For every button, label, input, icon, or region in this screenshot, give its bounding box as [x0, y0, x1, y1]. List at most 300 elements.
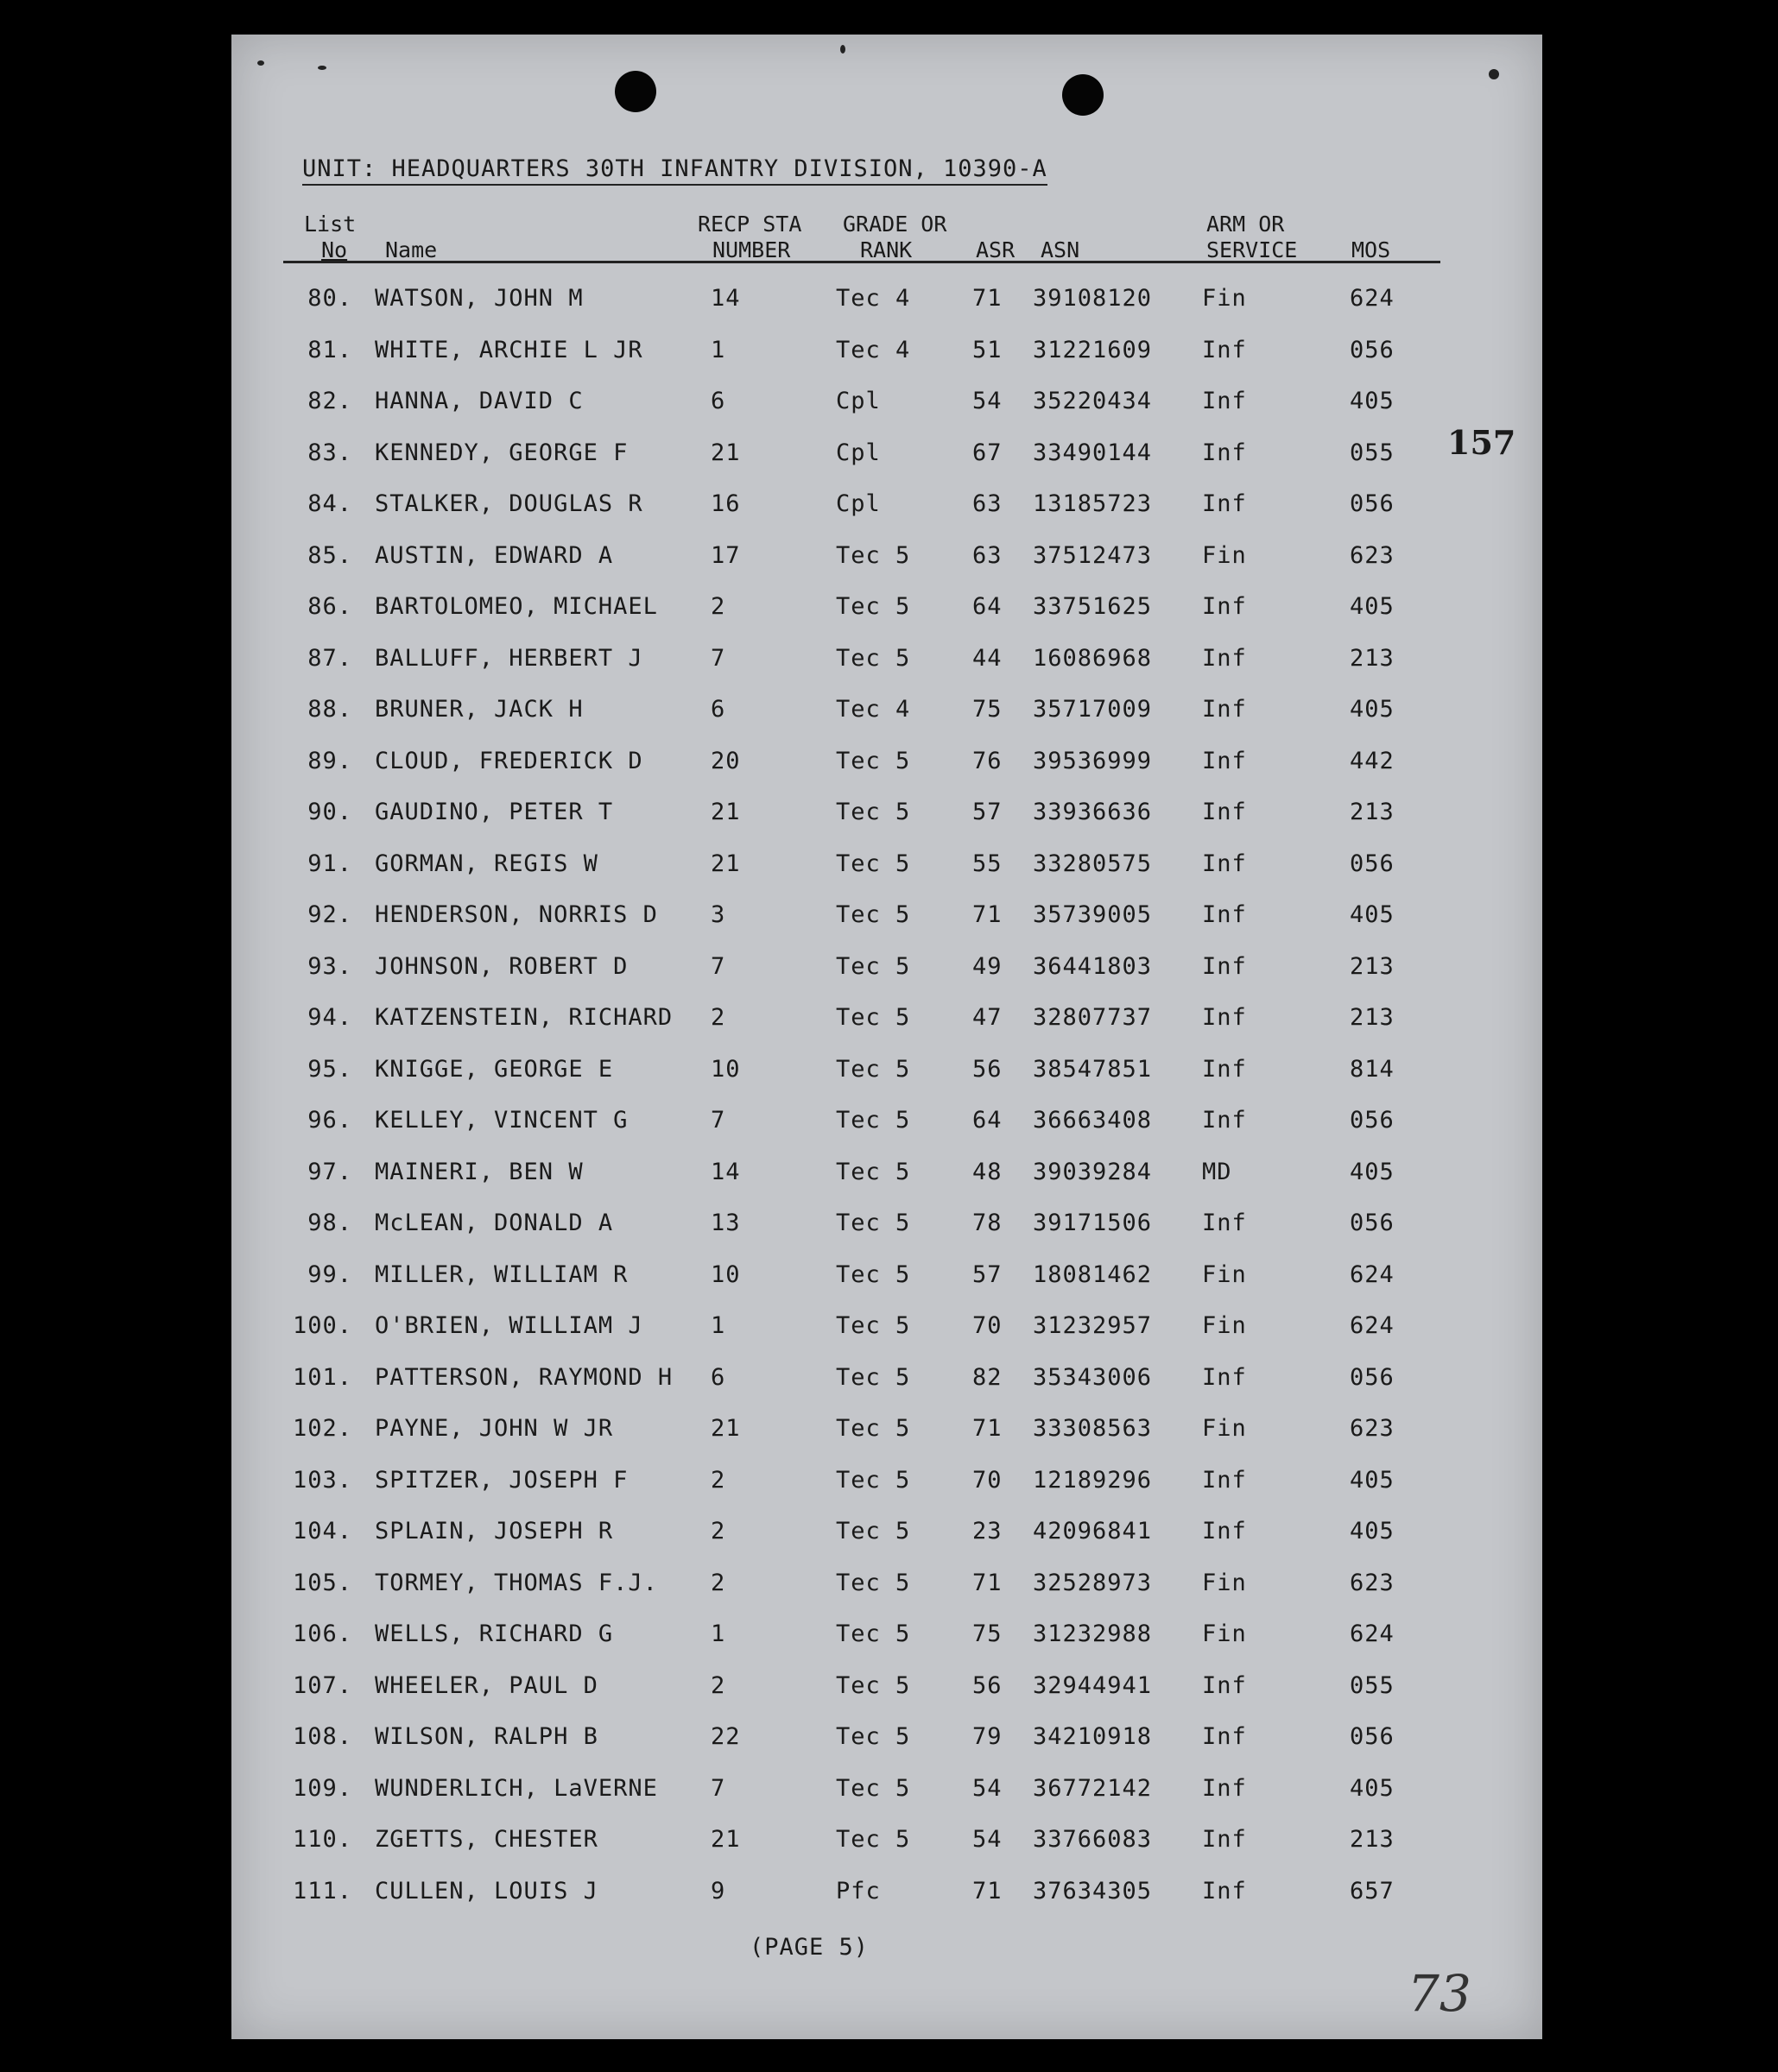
document-page	[231, 35, 1542, 2039]
row-asn: 35343006	[1033, 1363, 1153, 1391]
row-grade: Tec 5	[836, 1518, 911, 1545]
header-mos: MOS	[1351, 237, 1391, 262]
table-row	[231, 645, 1542, 697]
row-name: KENNEDY, GEORGE F	[375, 439, 629, 466]
row-grade: Tec 5	[836, 593, 911, 620]
row-asr: 47	[972, 1004, 1003, 1031]
row-name: JOHNSON, ROBERT D	[375, 952, 629, 980]
row-grade: Tec 5	[836, 1004, 911, 1031]
row-mos: 405	[1350, 1466, 1395, 1494]
row-recp-number: 6	[711, 696, 726, 723]
header-arm-bottom: SERVICE	[1206, 237, 1298, 262]
row-name: WILSON, RALPH B	[375, 1723, 598, 1750]
row-asn: 39171506	[1033, 1210, 1153, 1236]
row-number: 103.	[292, 1466, 352, 1494]
header-recp-bottom: NUMBER	[712, 237, 791, 262]
row-arm: Inf	[1202, 1518, 1247, 1545]
unit-title: UNIT: HEADQUARTERS 30TH INFANTRY DIVISION, 10390-A	[302, 155, 1047, 186]
row-asn: 36441803	[1033, 952, 1153, 980]
row-grade: Cpl	[836, 439, 881, 466]
row-number: 92.	[307, 901, 352, 928]
row-grade: Tec 4	[836, 336, 911, 363]
page-footer: (PAGE 5)	[750, 1934, 870, 1961]
table-row	[231, 1159, 1542, 1210]
row-arm: Inf	[1202, 1671, 1247, 1699]
row-asn: 13185723	[1033, 490, 1153, 517]
row-asn: 35739005	[1033, 901, 1153, 928]
row-asr: 54	[972, 1774, 1003, 1802]
row-recp-number: 2	[711, 593, 726, 620]
row-number: 107.	[292, 1671, 352, 1699]
row-arm: Inf	[1202, 799, 1247, 825]
row-arm: Inf	[1202, 388, 1247, 414]
row-asr: 64	[972, 1107, 1003, 1134]
row-asn: 18081462	[1033, 1260, 1153, 1288]
row-recp-number: 10	[711, 1055, 741, 1083]
row-asr: 64	[972, 593, 1003, 620]
table-row	[231, 337, 1542, 388]
row-name: BALLUFF, HERBERT J	[375, 644, 643, 672]
row-number: 98.	[307, 1210, 352, 1236]
row-mos: 213	[1350, 1004, 1395, 1031]
row-asn: 32944941	[1033, 1671, 1153, 1699]
table-row	[231, 1210, 1542, 1261]
row-asr: 71	[972, 285, 1003, 312]
header-name: Name	[385, 237, 438, 262]
row-recp-number: 1	[711, 336, 726, 363]
row-asr: 55	[972, 850, 1003, 877]
table-row	[231, 850, 1542, 902]
row-mos: 056	[1350, 850, 1395, 877]
row-grade: Tec 5	[836, 1260, 911, 1288]
row-arm: Fin	[1202, 1260, 1247, 1288]
row-asn: 36663408	[1033, 1107, 1153, 1134]
row-mos: 814	[1350, 1055, 1395, 1083]
row-recp-number: 6	[711, 1363, 726, 1391]
row-grade: Cpl	[836, 388, 881, 414]
row-name: KELLEY, VINCENT G	[375, 1107, 629, 1134]
row-arm: Fin	[1202, 1415, 1247, 1442]
row-mos: 657	[1350, 1877, 1395, 1905]
header-recp-top: RECP STA	[698, 212, 802, 237]
row-recp-number: 7	[711, 952, 726, 980]
row-grade: Tec 5	[836, 1055, 911, 1083]
row-number: 108.	[292, 1723, 352, 1750]
row-number: 109.	[292, 1774, 352, 1802]
table-row	[231, 1004, 1542, 1056]
row-arm: Inf	[1202, 336, 1247, 363]
row-mos: 056	[1350, 1723, 1395, 1750]
row-mos: 056	[1350, 1210, 1395, 1236]
row-mos: 405	[1350, 901, 1395, 928]
row-asn: 33280575	[1033, 850, 1153, 877]
row-number: 105.	[292, 1569, 352, 1596]
row-arm: Inf	[1202, 593, 1247, 620]
table-row	[231, 1878, 1542, 1930]
row-mos: 213	[1350, 952, 1395, 980]
row-grade: Tec 5	[836, 644, 911, 672]
row-arm: Inf	[1202, 1363, 1247, 1391]
row-number: 99.	[307, 1260, 352, 1288]
table-row	[231, 1312, 1542, 1364]
table-row	[231, 1723, 1542, 1775]
row-asn: 39536999	[1033, 747, 1153, 774]
row-recp-number: 9	[711, 1877, 726, 1905]
row-arm: Inf	[1202, 1107, 1247, 1134]
row-arm: Inf	[1202, 1466, 1247, 1494]
row-arm: Inf	[1202, 490, 1247, 517]
row-number: 102.	[292, 1415, 352, 1442]
row-asn: 37512473	[1033, 541, 1153, 569]
row-asn: 16086968	[1033, 644, 1153, 672]
row-asr: 70	[972, 1312, 1003, 1339]
row-asn: 37634305	[1033, 1877, 1153, 1905]
row-name: STALKER, DOUGLAS R	[375, 490, 643, 517]
row-name: KATZENSTEIN, RICHARD	[375, 1004, 674, 1031]
row-asr: 48	[972, 1158, 1003, 1185]
table-row	[231, 901, 1542, 953]
row-recp-number: 14	[711, 1158, 741, 1185]
row-number: 95.	[307, 1055, 352, 1083]
row-name: WHITE, ARCHIE L JR	[375, 336, 643, 363]
row-mos: 055	[1350, 439, 1395, 466]
row-arm: Inf	[1202, 1723, 1247, 1750]
row-asr: 71	[972, 1569, 1003, 1596]
row-arm: Inf	[1202, 747, 1247, 774]
row-number: 82.	[307, 388, 352, 414]
row-arm: Fin	[1202, 1569, 1247, 1596]
table-row	[231, 439, 1542, 491]
row-asr: 76	[972, 747, 1003, 774]
row-recp-number: 1	[711, 1620, 726, 1647]
row-mos: 624	[1350, 1312, 1395, 1339]
row-mos: 055	[1350, 1671, 1395, 1699]
row-asr: 51	[972, 336, 1003, 363]
row-name: CLOUD, FREDERICK D	[375, 747, 643, 774]
row-name: PATTERSON, RAYMOND H	[375, 1363, 674, 1391]
row-name: WUNDERLICH, LaVERNE	[375, 1774, 658, 1802]
row-asr: 57	[972, 1260, 1003, 1288]
row-asr: 44	[972, 644, 1003, 672]
table-row	[231, 1570, 1542, 1621]
row-grade: Tec 5	[836, 1363, 911, 1391]
row-mos: 405	[1350, 388, 1395, 414]
row-asr: 56	[972, 1055, 1003, 1083]
row-name: BRUNER, JACK H	[375, 696, 584, 723]
row-grade: Tec 5	[836, 1671, 911, 1699]
row-recp-number: 20	[711, 747, 741, 774]
handwritten-number: 73	[1408, 1964, 1471, 2023]
row-recp-number: 16	[711, 490, 741, 517]
row-asr: 54	[972, 1826, 1003, 1853]
row-arm: Inf	[1202, 850, 1247, 877]
row-arm: Inf	[1202, 901, 1247, 928]
row-number: 83.	[307, 439, 352, 466]
row-name: WHEELER, PAUL D	[375, 1671, 598, 1699]
row-asn: 32528973	[1033, 1569, 1153, 1596]
row-recp-number: 17	[711, 541, 741, 569]
row-grade: Tec 5	[836, 1158, 911, 1185]
row-name: AUSTIN, EDWARD A	[375, 541, 614, 569]
table-row	[231, 1467, 1542, 1519]
row-number: 81.	[307, 336, 352, 363]
row-asn: 31232957	[1033, 1312, 1153, 1339]
row-asn: 34210918	[1033, 1723, 1153, 1750]
row-recp-number: 1	[711, 1312, 726, 1339]
row-number: 110.	[292, 1826, 352, 1853]
row-number: 104.	[292, 1518, 352, 1545]
row-mos: 056	[1350, 490, 1395, 517]
row-number: 94.	[307, 1004, 352, 1031]
row-grade: Tec 5	[836, 541, 911, 569]
row-asn: 35220434	[1033, 388, 1153, 414]
row-grade: Tec 5	[836, 850, 911, 877]
row-arm: Inf	[1202, 644, 1247, 672]
row-arm: Fin	[1202, 1620, 1247, 1647]
row-mos: 213	[1350, 644, 1395, 672]
row-arm: Inf	[1202, 1877, 1247, 1905]
row-mos: 623	[1350, 1415, 1395, 1442]
row-number: 106.	[292, 1620, 352, 1647]
row-asr: 82	[972, 1363, 1003, 1391]
row-asr: 75	[972, 696, 1003, 723]
row-recp-number: 21	[711, 1826, 741, 1853]
row-grade: Tec 5	[836, 901, 911, 928]
header-arm-top: ARM OR	[1206, 212, 1285, 237]
row-mos: 624	[1350, 1620, 1395, 1647]
row-grade: Tec 5	[836, 1826, 911, 1853]
table-row	[231, 490, 1542, 542]
row-recp-number: 6	[711, 388, 726, 414]
row-arm: Fin	[1202, 541, 1247, 569]
row-name: HANNA, DAVID C	[375, 388, 584, 414]
row-asr: 23	[972, 1518, 1003, 1545]
row-arm: Fin	[1202, 285, 1247, 312]
row-mos: 442	[1350, 747, 1395, 774]
row-number: 90.	[307, 799, 352, 825]
table-row	[231, 1775, 1542, 1827]
row-mos: 405	[1350, 593, 1395, 620]
header-asn: ASN	[1041, 237, 1080, 262]
row-number: 88.	[307, 696, 352, 723]
row-asn: 32807737	[1033, 1004, 1153, 1031]
row-arm: Inf	[1202, 439, 1247, 466]
speck	[318, 66, 326, 70]
row-grade: Pfc	[836, 1877, 881, 1905]
table-row	[231, 1672, 1542, 1724]
row-recp-number: 13	[711, 1210, 741, 1236]
row-mos: 405	[1350, 1158, 1395, 1185]
row-mos: 623	[1350, 1569, 1395, 1596]
row-asr: 75	[972, 1620, 1003, 1647]
row-asn: 35717009	[1033, 696, 1153, 723]
row-name: BARTOLOMEO, MICHAEL	[375, 593, 658, 620]
table-row	[231, 1056, 1542, 1108]
row-grade: Tec 4	[836, 696, 911, 723]
row-asn: 31221609	[1033, 336, 1153, 363]
row-asn: 31232988	[1033, 1620, 1153, 1647]
row-asn: 33751625	[1033, 593, 1153, 620]
row-recp-number: 21	[711, 850, 741, 877]
row-grade: Tec 5	[836, 1210, 911, 1236]
table-row	[231, 696, 1542, 748]
punch-hole-right	[1062, 74, 1104, 116]
header-list-top: List	[304, 212, 357, 237]
row-asn: 33766083	[1033, 1826, 1153, 1853]
row-mos: 056	[1350, 1107, 1395, 1134]
row-recp-number: 2	[711, 1004, 726, 1031]
row-grade: Tec 5	[836, 1107, 911, 1134]
row-number: 84.	[307, 490, 352, 517]
row-recp-number: 7	[711, 1107, 726, 1134]
row-recp-number: 14	[711, 285, 741, 312]
row-arm: Inf	[1202, 1774, 1247, 1802]
row-asn: 33936636	[1033, 799, 1153, 825]
row-grade: Tec 5	[836, 1415, 911, 1442]
row-mos: 213	[1350, 1826, 1395, 1853]
row-number: 111.	[292, 1877, 352, 1905]
row-asr: 71	[972, 901, 1003, 928]
table-row	[231, 1107, 1542, 1159]
row-asr: 71	[972, 1877, 1003, 1905]
row-arm: MD	[1202, 1158, 1232, 1185]
row-number: 100.	[292, 1312, 352, 1339]
row-asn: 33308563	[1033, 1415, 1153, 1442]
row-asr: 63	[972, 541, 1003, 569]
row-mos: 056	[1350, 336, 1395, 363]
row-grade: Tec 5	[836, 747, 911, 774]
row-arm: Inf	[1202, 1004, 1247, 1031]
row-name: O'BRIEN, WILLIAM J	[375, 1312, 643, 1339]
speck	[257, 60, 264, 66]
row-recp-number: 21	[711, 799, 741, 825]
row-name: McLEAN, DONALD A	[375, 1210, 614, 1236]
row-grade: Tec 5	[836, 1312, 911, 1339]
row-asr: 56	[972, 1671, 1003, 1699]
row-name: TORMEY, THOMAS F.J.	[375, 1569, 658, 1596]
row-mos: 623	[1350, 541, 1395, 569]
row-number: 91.	[307, 850, 352, 877]
row-name: ZGETTS, CHESTER	[375, 1826, 598, 1853]
row-name: GAUDINO, PETER T	[375, 799, 614, 825]
table-row	[231, 953, 1542, 1005]
table-row	[231, 1364, 1542, 1416]
row-name: MAINERI, BEN W	[375, 1158, 584, 1185]
table-row	[231, 1415, 1542, 1467]
table-row	[231, 799, 1542, 850]
row-asr: 54	[972, 388, 1003, 414]
row-mos: 405	[1350, 1774, 1395, 1802]
row-asr: 71	[972, 1415, 1003, 1442]
table-row	[231, 1826, 1542, 1878]
header-grade-bottom: RANK	[860, 237, 913, 262]
row-asn: 39108120	[1033, 285, 1153, 312]
row-name: SPLAIN, JOSEPH R	[375, 1518, 614, 1545]
row-asn: 39039284	[1033, 1158, 1153, 1185]
row-asn: 12189296	[1033, 1466, 1153, 1494]
row-number: 93.	[307, 952, 352, 980]
row-arm: Inf	[1202, 696, 1247, 723]
row-recp-number: 2	[711, 1466, 726, 1494]
row-asr: 70	[972, 1466, 1003, 1494]
row-grade: Tec 5	[836, 1723, 911, 1750]
table-row	[231, 1518, 1542, 1570]
row-name: MILLER, WILLIAM R	[375, 1260, 629, 1288]
row-recp-number: 10	[711, 1260, 741, 1288]
row-mos: 213	[1350, 799, 1395, 825]
header-grade-top: GRADE OR	[843, 212, 947, 237]
row-recp-number: 21	[711, 439, 741, 466]
header-rule	[283, 261, 1440, 263]
row-name: HENDERSON, NORRIS D	[375, 901, 658, 928]
row-grade: Tec 5	[836, 1774, 911, 1802]
row-mos: 624	[1350, 285, 1395, 312]
row-recp-number: 2	[711, 1518, 726, 1545]
row-grade: Tec 5	[836, 1466, 911, 1494]
row-recp-number: 2	[711, 1671, 726, 1699]
row-name: WELLS, RICHARD G	[375, 1620, 614, 1647]
row-asr: 79	[972, 1723, 1003, 1750]
row-grade: Tec 5	[836, 799, 911, 825]
row-number: 80.	[307, 285, 352, 312]
row-arm: Inf	[1202, 1210, 1247, 1236]
row-grade: Cpl	[836, 490, 881, 517]
table-row	[231, 388, 1542, 439]
row-name: KNIGGE, GEORGE E	[375, 1055, 614, 1083]
speck	[840, 45, 845, 54]
row-asr: 49	[972, 952, 1003, 980]
row-number: 89.	[307, 747, 352, 774]
row-asn: 42096841	[1033, 1518, 1153, 1545]
row-number: 87.	[307, 644, 352, 672]
row-arm: Inf	[1202, 1055, 1247, 1083]
row-mos: 056	[1350, 1363, 1395, 1391]
row-recp-number: 22	[711, 1723, 741, 1750]
speck	[1489, 69, 1499, 79]
side-number: 157	[1447, 423, 1516, 462]
table-row	[231, 542, 1542, 594]
row-number: 85.	[307, 541, 352, 569]
row-asr: 57	[972, 799, 1003, 825]
row-asn: 38547851	[1033, 1055, 1153, 1083]
row-asr: 78	[972, 1210, 1003, 1236]
row-name: CULLEN, LOUIS J	[375, 1877, 598, 1905]
row-recp-number: 7	[711, 644, 726, 672]
table-row	[231, 593, 1542, 645]
row-number: 101.	[292, 1363, 352, 1391]
header-list-bottom: No	[321, 237, 348, 262]
punch-hole-left	[615, 71, 656, 112]
row-name: WATSON, JOHN M	[375, 285, 584, 312]
row-arm: Inf	[1202, 952, 1247, 980]
row-number: 96.	[307, 1107, 352, 1134]
row-grade: Tec 5	[836, 1569, 911, 1596]
row-asr: 67	[972, 439, 1003, 466]
row-arm: Fin	[1202, 1312, 1247, 1339]
row-name: SPITZER, JOSEPH F	[375, 1466, 629, 1494]
table-row	[231, 1620, 1542, 1672]
row-recp-number: 21	[711, 1415, 741, 1442]
row-number: 86.	[307, 593, 352, 620]
row-arm: Inf	[1202, 1826, 1247, 1853]
table-row	[231, 285, 1542, 337]
row-recp-number: 7	[711, 1774, 726, 1802]
row-mos: 624	[1350, 1260, 1395, 1288]
row-grade: Tec 4	[836, 285, 911, 312]
row-asn: 36772142	[1033, 1774, 1153, 1802]
row-recp-number: 3	[711, 901, 726, 928]
table-row	[231, 1261, 1542, 1313]
